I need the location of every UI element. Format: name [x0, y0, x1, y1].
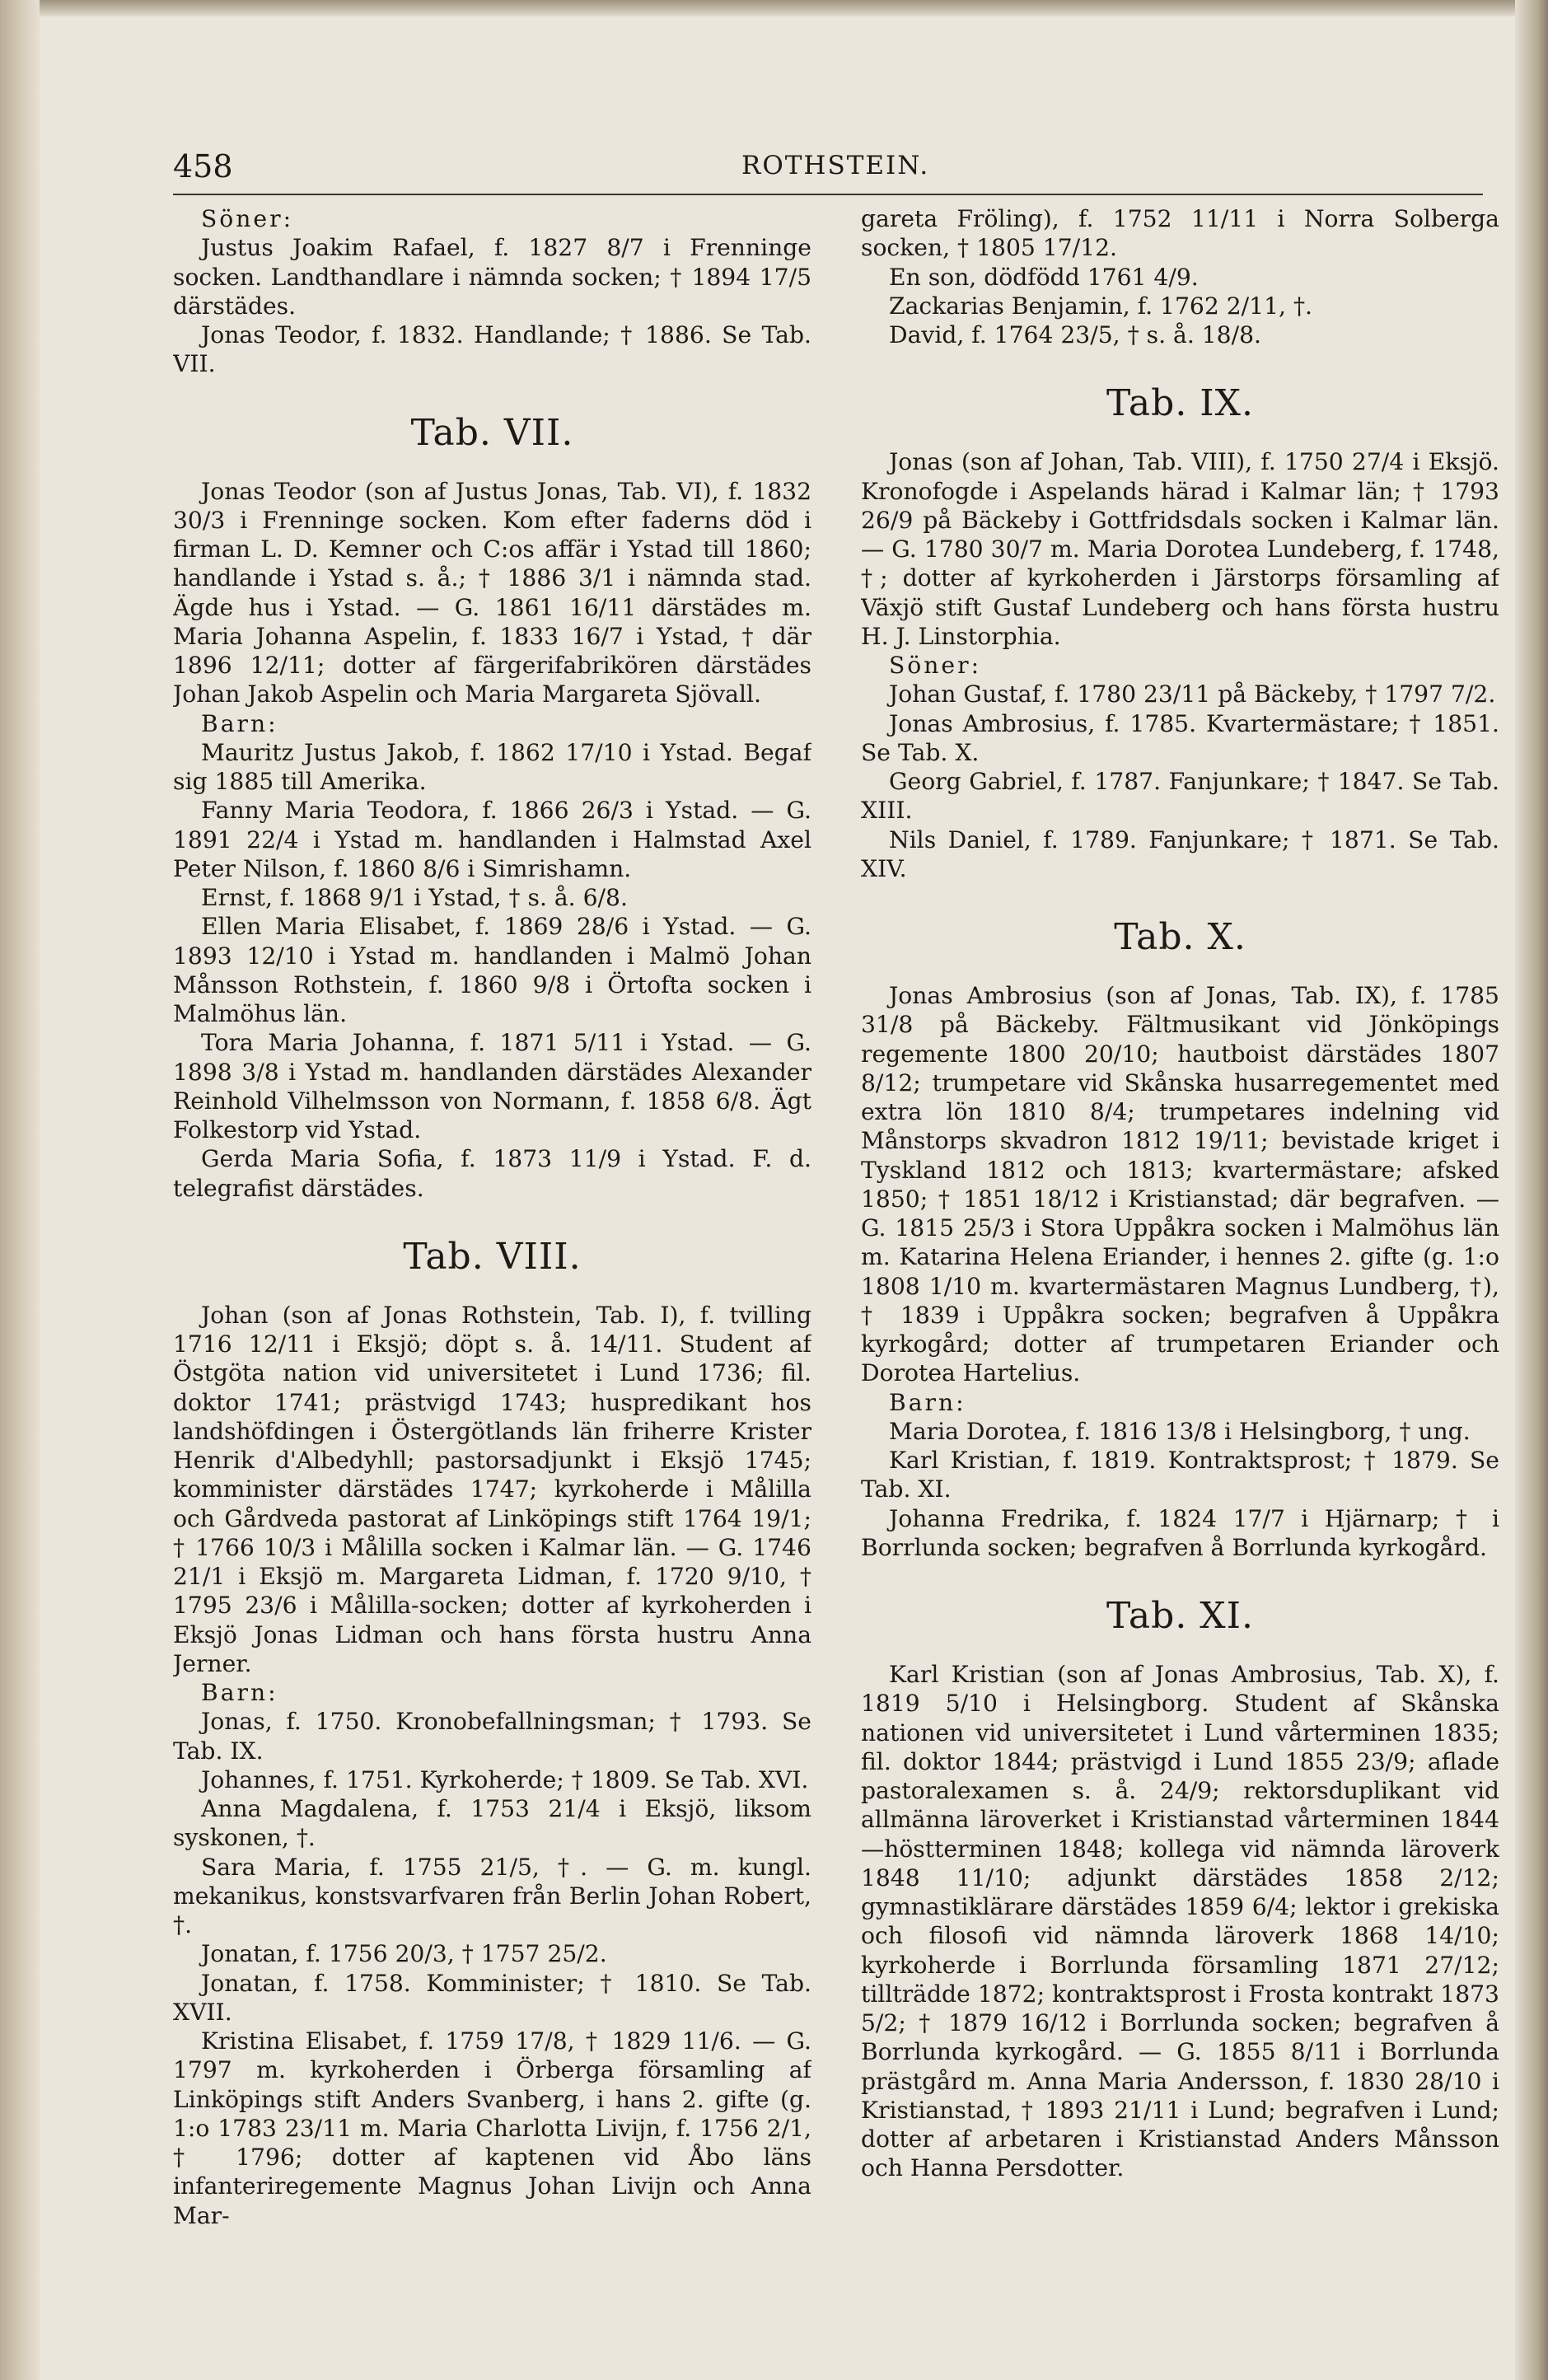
- entry-paragraph: Jonas Ambrosius, f. 1785. Kvartermästare; † 1851. Se Tab. X.: [861, 709, 1499, 766]
- table-heading: Tab. VII.: [410, 411, 574, 454]
- entry-paragraph: Ernst, f. 1868 9/1 i Ystad, † s. å. 6/8.: [201, 884, 628, 911]
- entry-paragraph: Jonas Teodor (son af Justus Jonas, Tab. VI), f. 1832 30/3 i Frenninge socken. Kom efter faderns död i firman L. D. Kemner och C:os affär i Ystad till 1860; handlande i Ystad s. å.; † 1886 3/1 i nämnda stad. Ägde hus i Ystad. — G. 1861 16/11 därstädes m. Maria Johanna Aspelin, f. 1833 16/7 i Ystad, † där 1896 12/11; dotter af färgerifabrikören därstädes Johan Jakob Aspelin och Maria Margareta Sjövall.: [173, 477, 811, 708]
- section-label: Barn:: [201, 709, 278, 737]
- entry-paragraph: Gerda Maria Sofia, f. 1873 11/9 i Ystad. F. d. telegrafist därstädes.: [173, 1145, 811, 1202]
- entry-paragraph: gareta Fröling), f. 1752 11/11 i Norra Solberga socken, † 1805 17/12.: [861, 205, 1499, 262]
- entry-paragraph: Johan (son af Jonas Rothstein, Tab. I), f. tvilling 1716 12/11 i Eksjö; döpt s. å. 14/11. Student af Östgöta nation vid universitetet i Lund 1736; fil. doktor 1741; prästvigd 1743; huspredikant hos landshöfdingen i Östergötlands län friherre Krister Henrik d'Albedyhll; pastorsadjunkt i Eksjö 1745; komminister därstädes 1747; kyrkoherde i Målilla och Gårdveda pastorat af Linköpings stift 1764 19/1; † 1766 10/3 i Målilla socken i Kalmar län. — G. 1746 21/1 i Eksjö m. Margareta Lidman, f. 1720 9/10, † 1795 23/6 i Målilla-socken; dotter af kyrkoherden i Eksjö Jonas Lidman och hans första hustru Anna Jerner.: [173, 1301, 811, 1677]
- page-top-edge: [0, 0, 1548, 16]
- entry-paragraph: Johan Gustaf, f. 1780 23/11 på Bäckeby, † 1797 7/2.: [889, 680, 1496, 708]
- table-heading: Tab. VIII.: [403, 1235, 582, 1278]
- section-label: Söner:: [889, 652, 982, 679]
- book-binding: [0, 0, 40, 2380]
- entry-paragraph: Johanna Fredrika, f. 1824 17/7 i Hjärnarp; † i Borrlunda socken; begrafven å Borrlunda kyrkogård.: [861, 1504, 1499, 1561]
- entry-paragraph: Kristina Elisabet, f. 1759 17/8, † 1829 11/6. — G. 1797 m. kyrkoherden i Örberga församling af Linköpings stift Anders Svanberg, i hans 2. gifte (g. 1:o 1783 23/11 m. Maria Charlotta Livijn, f. 1756 2/1, † 1796; dotter af kaptenen vid Åbo läns infanteriregemente Magnus Johan Livijn och Anna Mar-: [173, 2027, 811, 2229]
- right-column: [861, 204, 1499, 2313]
- entry-paragraph: Karl Kristian (son af Jonas Ambrosius, Tab. X), f. 1819 5/10 i Helsingborg. Student af Skånska nationen vid universitetet i Lund vårterminen 1835; fil. doktor 1844; prästvigd i Lund 1855 23/9; aflade pastoralexamen s. å. 24/9; rektorsduplikant vid allmänna läroverket i Kristianstad vårterminen 1844—höstterminen 1848; kollega vid nämnda läroverk 1848 11/10; adjunkt därstädes 1858 2/12; gymnastiklärare därstädes 1859 6/4; lektor i grekiska och filosofi vid nämnda läroverk 1868 14/10; kyrkoherde i Borrlunda församling 1871 27/12; tillträdde 1872; kontraktsprost i Frosta kontrakt 1873 5/2; † 1879 16/12 i Borrlunda socken; begrafven å Borrlunda kyrkogård. — G. 1855 8/11 i Borrlunda prästgård m. Anna Maria Andersson, f. 1830 28/10 i Kristianstad, † 1893 21/11 i Lund; begrafven i Lund; dotter af arbetaren i Kristianstad Anders Månsson och Hanna Persdotter.: [861, 1661, 1499, 2182]
- page-number: 458: [173, 148, 233, 185]
- section-label: Barn:: [201, 1679, 278, 1706]
- entry-paragraph: Jonas (son af Johan, Tab. VIII), f. 1750 27/4 i Eksjö. Kronofogde i Aspelands härad i Kalmar län; † 1793 26/9 på Bäckeby i Gottfridsdals socken i Kalmar län. — G. 1780 30/7 m. Maria Dorotea Lundeberg, f. 1748, †; dotter af kyrkoherden i Järstorps församling af Växjö stift Gustaf Lundeberg och hans första hustru H. J. Linstorphia.: [861, 448, 1499, 650]
- entry-paragraph: Mauritz Justus Jakob, f. 1862 17/10 i Ystad. Begaf sig 1885 till Amerika.: [173, 738, 811, 795]
- entry-paragraph: Karl Kristian, f. 1819. Kontraktsprost; † 1879. Se Tab. XI.: [861, 1447, 1499, 1503]
- entry-paragraph: Maria Dorotea, f. 1816 13/8 i Helsingborg, † ung.: [889, 1417, 1471, 1445]
- entry-paragraph: Jonas Teodor, f. 1832. Handlande; † 1886. Se Tab. VII.: [173, 321, 811, 378]
- entry-paragraph: Jonatan, f. 1758. Komminister; † 1810. Se Tab. XVII.: [173, 1969, 811, 2026]
- section-label: Barn:: [889, 1388, 966, 1416]
- entry-paragraph: Justus Joakim Rafael, f. 1827 8/7 i Frenninge socken. Landthandlare i nämnda socken; † 1894 17/5 därstädes.: [173, 234, 811, 320]
- entry-paragraph: David, f. 1764 23/5, † s. å. 18/8.: [889, 321, 1261, 348]
- entry-paragraph: Fanny Maria Teodora, f. 1866 26/3 i Ystad. — G. 1891 22/4 i Ystad m. handlanden i Halmstad Axel Peter Nilson, f. 1860 8/6 i Simrishamn.: [173, 797, 811, 882]
- table-heading: Tab. X.: [1114, 916, 1246, 958]
- entry-paragraph: Georg Gabriel, f. 1787. Fanjunkare; † 1847. Se Tab. XIII.: [861, 768, 1499, 825]
- entry-paragraph: Tora Maria Johanna, f. 1871 5/11 i Ystad. — G. 1898 3/8 i Ystad m. handlanden därstädes Alexander Reinhold Vilhelmsson von Normann, f. 1858 6/8. Ägt Folkestorp vid Ystad.: [173, 1029, 811, 1143]
- entry-paragraph: Anna Magdalena, f. 1753 21/4 i Eksjö, liksom syskonen, †.: [173, 1795, 811, 1852]
- page-right-edge: [1515, 0, 1548, 2380]
- entry-paragraph: Zackarias Benjamin, f. 1762 2/11, †.: [889, 292, 1313, 320]
- entry-paragraph: Johannes, f. 1751. Kyrkoherde; † 1809. Se Tab. XVI.: [201, 1765, 809, 1793]
- entry-paragraph: Jonatan, f. 1756 20/3, † 1757 25/2.: [201, 1940, 607, 1968]
- section-label: Söner:: [201, 205, 294, 232]
- entry-paragraph: Jonas, f. 1750. Kronobefallningsman; † 1793. Se Tab. IX.: [173, 1708, 811, 1765]
- table-heading: Tab. IX.: [1106, 382, 1254, 425]
- header-rule: [173, 194, 1483, 195]
- entry-paragraph: Ellen Maria Elisabet, f. 1869 28/6 i Ystad. — G. 1893 12/10 i Ystad m. handlanden i Malmö Johan Månsson Rothstein, f. 1860 9/8 i Örtofta socken i Malmöhus län.: [173, 913, 811, 1027]
- entry-paragraph: Jonas Ambrosius (son af Jonas, Tab. IX), f. 1785 31/8 på Bäckeby. Fältmusikant vid Jönköpings regemente 1800 20/10; hautboist därstädes 1807 8/12; trumpetare vid Skånska husarregementet med extra lön 1810 8/4; trumpetares indelning vid Månstorps skvadron 1812 19/11; bevistade kriget i Tyskland 1812 och 1813; kvartermästare; afsked 1850; † 1851 18/12 i Kristianstad; där begrafven. — G. 1815 25/3 i Stora Uppåkra socken i Malmöhus län m. Katarina Helena Eriander, i hennes 2. gifte (g. 1:o 1808 1/10 m. kvartermästaren Magnus Lundberg, †), † 1839 i Uppåkra socken; begrafven å Uppåkra kyrkogård; dotter af trumpetaren Eriander och Dorotea Hartelius.: [861, 982, 1499, 1387]
- running-head: ROTHSTEIN.: [741, 151, 930, 180]
- left-column: [173, 204, 811, 2313]
- entry-paragraph: Sara Maria, f. 1755 21/5, †. — G. m. kungl. mekanikus, konstsvarfvaren från Berlin Johan Robert, †.: [173, 1853, 811, 1938]
- entry-paragraph: Nils Daniel, f. 1789. Fanjunkare; † 1871. Se Tab. XIV.: [861, 825, 1499, 882]
- table-heading: Tab. XI.: [1106, 1595, 1254, 1637]
- entry-paragraph: En son, dödfödd 1761 4/9.: [889, 263, 1199, 291]
